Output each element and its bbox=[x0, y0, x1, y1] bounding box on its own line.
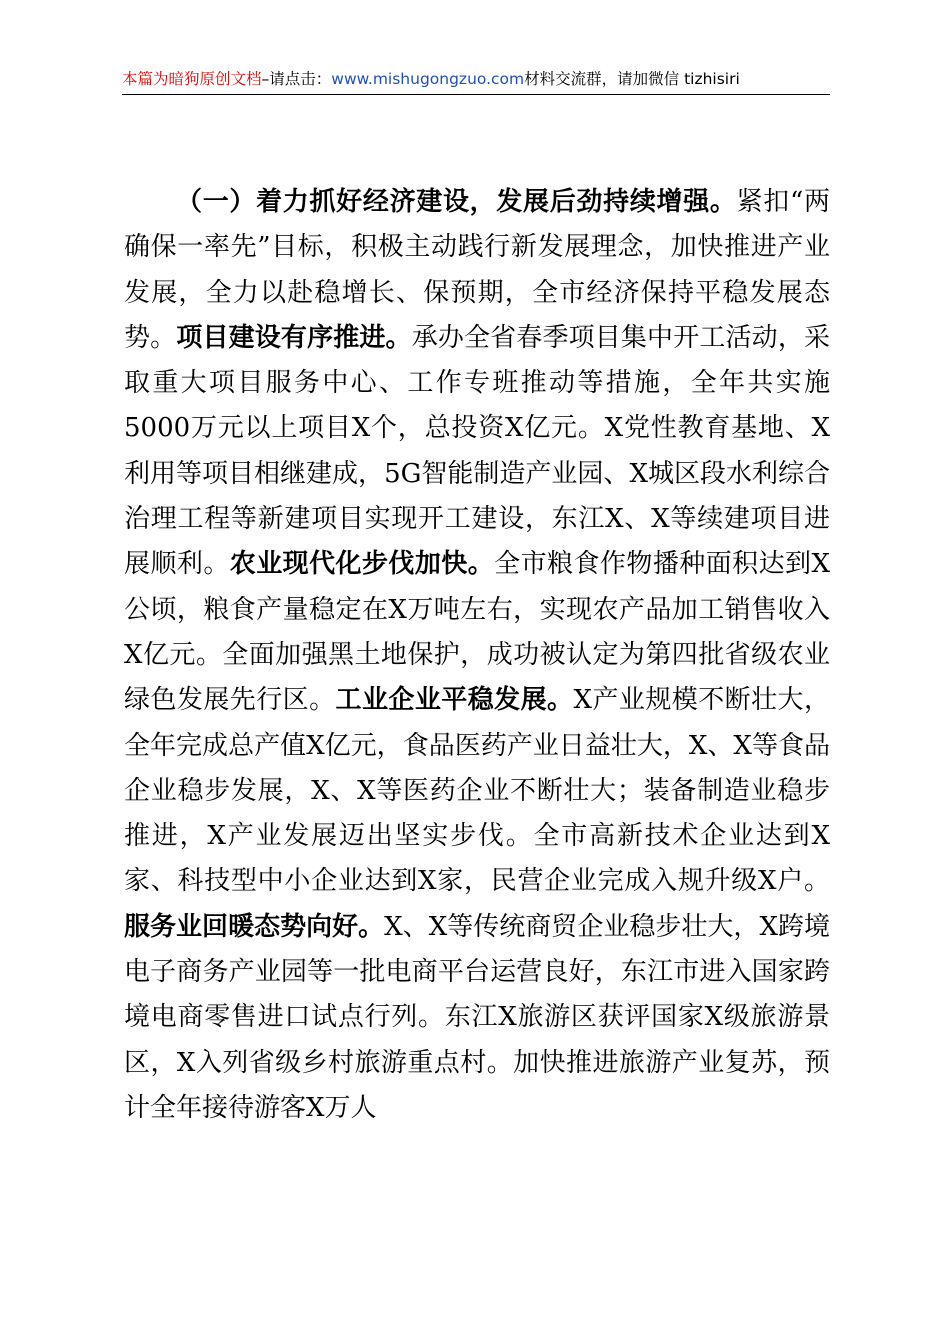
body-text-3: 全市粮食作物播种面积达到X公顷，粮食产量稳定在X万吨左右，实现农产品加工销售收入X亿元。全面加强黑土地保护，成功被认定为第四批省级农业绿色发展先行区。 bbox=[124, 549, 830, 716]
subheading-services: 服务业回暖态势向好。 bbox=[124, 911, 385, 942]
header-prompt: –请点击： bbox=[261, 70, 332, 88]
body-paragraph bbox=[124, 180, 830, 1131]
body-text-4: X产业规模不断壮大，全年完成总产值X亿元，食品医药产业日益壮大，X、X等食品企业稳步发展，X、X等医药企业不断壮大；装备制造业稳步推进，X产业发展迈出坚实步伐。全市高新技术企业达到X家、科技型中小企业达到X家，民营企业完成入规升级X户。 bbox=[124, 685, 830, 897]
body-text-2: 承办全省春季项目集中开工活动，采取重大项目服务中心、工作专班推动等措施，全年共实施5000万元以上项目X个，总投资X亿元。X党性教育基地、X利用等项目相继建成，5G智能制造产业园、X城区段水利综合治理工程等新建项目实现开工建设，东江X、X等续建项目进展顺利。 bbox=[124, 322, 830, 580]
page-header bbox=[122, 64, 830, 95]
header-url-link[interactable]: www.mishugongzuo.com bbox=[331, 70, 525, 88]
header-brand: 本篇为暗狗原创文档 bbox=[122, 70, 262, 88]
subheading-agriculture: 农业现代化步伐加快。 bbox=[229, 549, 495, 580]
body-text-1: 紧扣“两确保一率先”目标，积极主动践行新发展理念，加快推进产业发展，全力以赴稳增长、保预期，全市经济保持平稳发展态势。 bbox=[124, 187, 830, 353]
header-wechat-note: 材料交流群，请加微信 tizhisiri bbox=[524, 70, 740, 88]
body-text-5: X、X等传统商贸企业稳步壮大，X跨境电子商务产业园等一批电商平台运营良好，东江市进入国家跨境电商零售进口试点行列。东江X旅游区获评国家X级旅游景区，X入列省级乡村旅游重点村。加快推进旅游产业复苏，预计全年接待游客X万人 bbox=[124, 911, 830, 1123]
subheading-projects: 项目建设有序推进。 bbox=[176, 322, 412, 353]
section-heading: （一）着力抓好经济建设，发展后劲持续增强。 bbox=[176, 187, 737, 217]
subheading-industry: 工业企业平稳发展。 bbox=[335, 685, 574, 716]
